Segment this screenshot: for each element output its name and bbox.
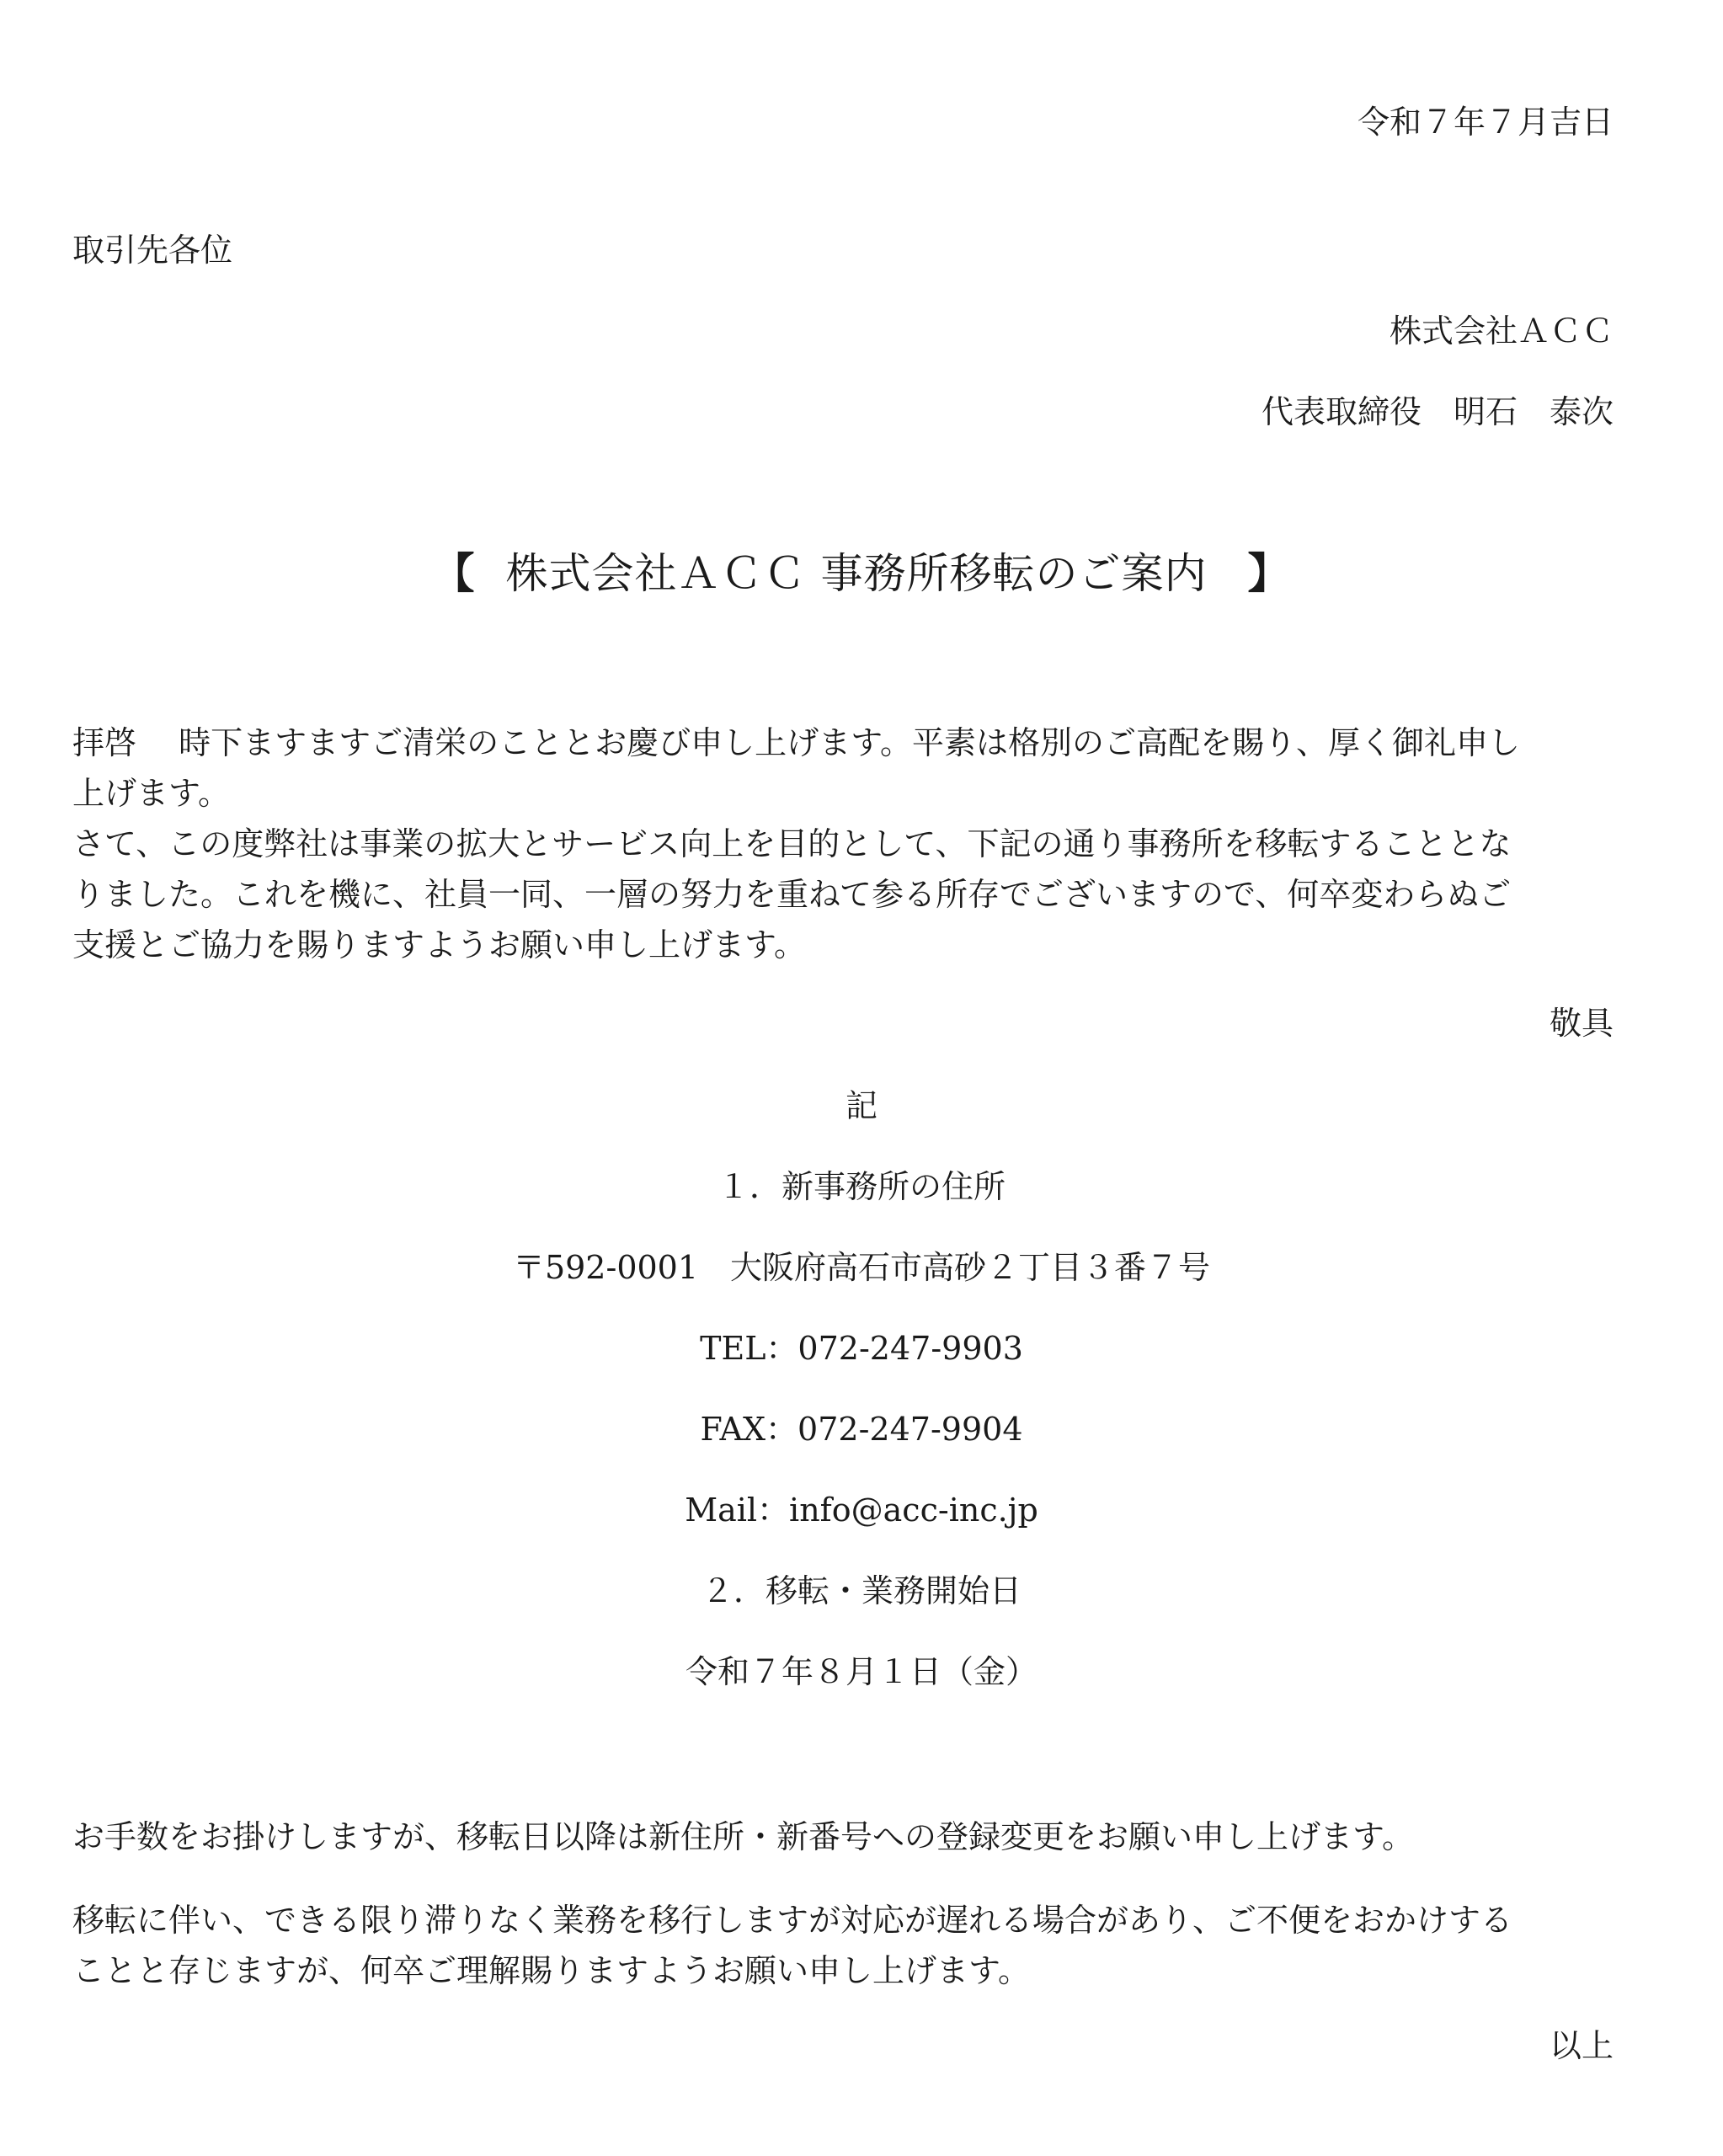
title-bracket-close: 】 (1247, 548, 1291, 598)
issue-date: 令和７年７月吉日 (1357, 104, 1614, 141)
sender-company: 株式会社ＡＣＣ (1389, 312, 1614, 350)
greeting-line: 上げます。 (72, 775, 230, 812)
greeting-line: さて、この度弊社は事業の拡大とサービス向上を目的として、下記の通り事務所を移転することとな (72, 825, 1512, 862)
start-date: 令和７年８月１日（金） (685, 1653, 1038, 1690)
mail-address: Mail：info@acc-inc.jp (685, 1492, 1038, 1529)
tel-number: TEL：072-247-9903 (700, 1330, 1023, 1367)
note-apology-paragraph (72, 1895, 1656, 1996)
new-address: 〒592-0001 大阪府高石市高砂２丁目３番７号 (512, 1249, 1211, 1286)
closing-ijou: 以上 (1549, 2027, 1614, 2064)
section1-heading: １．新事務所の住所 (717, 1168, 1006, 1205)
title-text: 株式会社ＡＣＣ 事務所移転のご案内 (505, 549, 1208, 598)
closing-keigu: 敬具 (1549, 1005, 1614, 1042)
greeting-line: 拝啓 時下ますますご清栄のこととお慶び申し上げます。平素は格別のご高配を賜り、厚く御礼申し (72, 724, 1521, 761)
sender-representative: 代表取締役 明石 泰次 (1261, 393, 1614, 430)
fax-number: FAX：072-247-9904 (700, 1411, 1023, 1448)
ki-marker: 記 (845, 1087, 878, 1124)
greeting-line: 支援とご協力を賜りますようお願い申し上げます。 (72, 926, 806, 963)
document-title (0, 548, 1723, 598)
title-bracket-open: 【 (432, 548, 476, 598)
recipient: 取引先各位 (72, 232, 233, 269)
section2-heading: ２．移転・業務開始日 (701, 1572, 1022, 1609)
greeting-paragraph (72, 718, 1656, 970)
note-apology-line: 移転に伴い、できる限り滞りなく業務を移行しますが対応が遅れる場合があり、ご不便をおかけする (72, 1902, 1513, 1939)
note-apology-line: ことと存じますが、何卒ご理解賜りますようお願い申し上げます。 (72, 1952, 1030, 1989)
note-registration-change: お手数をお掛けしますが、移転日以降は新住所・新番号への登録変更をお願い申し上げます。 (72, 1818, 1414, 1855)
greeting-line: りました。これを機に、社員一同、一層の努力を重ねて参る所存でございますので、何卒変わらぬご (72, 876, 1512, 913)
